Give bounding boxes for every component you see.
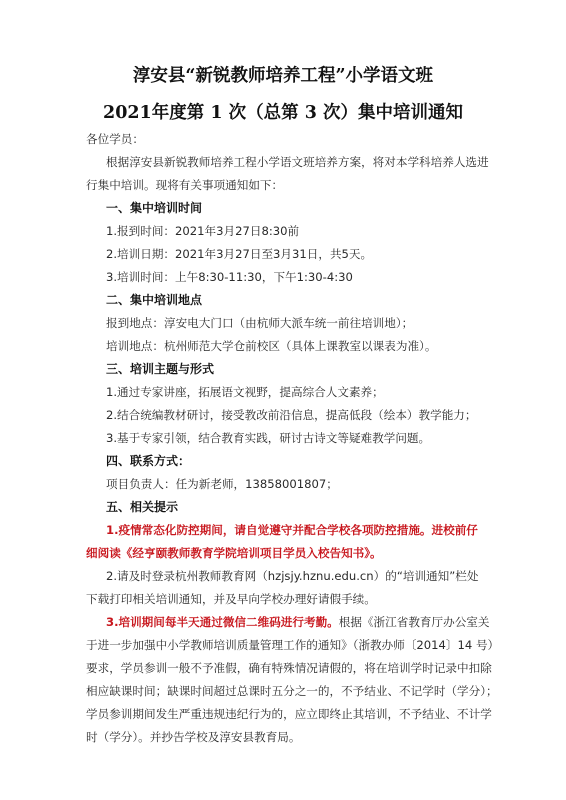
section3-item-2: 2.结合统编教材研讨，接受教改前沿信息，提高低段（绘本）教学能力； <box>106 408 477 422</box>
intro-line-1: 根据淳安县新锐教师培养工程小学语文班培养方案，将对本学科培养人选进 <box>106 155 489 169</box>
note1-line-2: 细阅读《经亨颐教师教育学院培训项目学员入校告知书》。 <box>86 546 382 560</box>
note3-attendance-warning: 3.培训期间每半天通过微信二维码进行考勤。 <box>106 615 339 629</box>
note3-line-6: 时（学分）。并抄告学校及淳安县教育局。 <box>86 730 301 744</box>
section2-item-1: 报到地点：淳安电大门口（由杭师大派车统一前往培训地）； <box>106 316 414 330</box>
title-line-1: 淳安县“新锐教师培养工程”小学语文班 <box>132 66 434 86</box>
section4-item-1: 项目负责人：任为新老师，13858001807； <box>106 477 338 491</box>
section2-heading: 二、集中培训地点 <box>106 293 203 307</box>
greeting: 各位学员： <box>86 132 144 146</box>
title-line-2: 2021年度第 1 次（总第 3 次）集中培训通知 <box>103 103 463 123</box>
note3-line-3: 要求，学员参训一般不予准假，确有特殊情况请假的，将在培训学时记录中扣除 <box>86 661 492 675</box>
section3-item-1: 1.通过专家讲座，拓展语文视野，提高综合人文素养； <box>106 385 384 399</box>
section3-heading: 三、培训主题与形式 <box>106 362 215 376</box>
section1-item-1: 1.报到时间：2021年3月27日8:30前 <box>106 224 300 238</box>
intro-line-2: 行集中培训。现将有关事项通知如下： <box>86 178 284 192</box>
note3-line-2: 于进一步加强中小学教师培训质量管理工作的通知》（浙教办师〔2014〕14 号） <box>86 638 500 652</box>
note2-line-1: 2.请及时登录杭州教师教育网（hzjsjy.hznu.edu.cn）的“培训通知”栏处 <box>106 569 479 583</box>
note1-line-1: 1.疫情常态化防控期间，请自觉遵守并配合学校各项防控措施。进校前仔 <box>106 523 478 537</box>
note3-line-4: 相应缺课时间；缺课时间超过总课时五分之一的，不予结业、不记学时（学分）； <box>86 684 498 698</box>
note3-line-1-rest: 根据《浙江省教育厅办公室关 <box>338 615 490 629</box>
section2-item-2: 培训地点：杭州师范大学仓前校区（具体上课教室以课表为准）。 <box>106 339 437 353</box>
note2-line-2: 下载打印相关培训通知，并及早向学校办理好请假手续。 <box>86 592 376 606</box>
section1-item-2: 2.培训日期：2021年3月27日至3月31日，共5天。 <box>106 247 373 261</box>
section1-item-3: 3.培训时间：上午8:30-11:30，下午1:30-4:30 <box>106 270 353 284</box>
note3-line-1 <box>106 615 490 630</box>
section4-heading: 四、联系方式： <box>106 454 191 468</box>
section3-item-3: 3.基于专家引领，结合教育实践，研讨古诗文等疑难教学问题。 <box>106 431 431 445</box>
note3-line-5: 学员参训期间发生严重违规违纪行为的，应立即终止其培训，不予结业、不计学 <box>86 707 492 721</box>
section1-heading: 一、集中培训时间 <box>106 201 203 215</box>
section5-heading: 五、相关提示 <box>106 500 179 514</box>
